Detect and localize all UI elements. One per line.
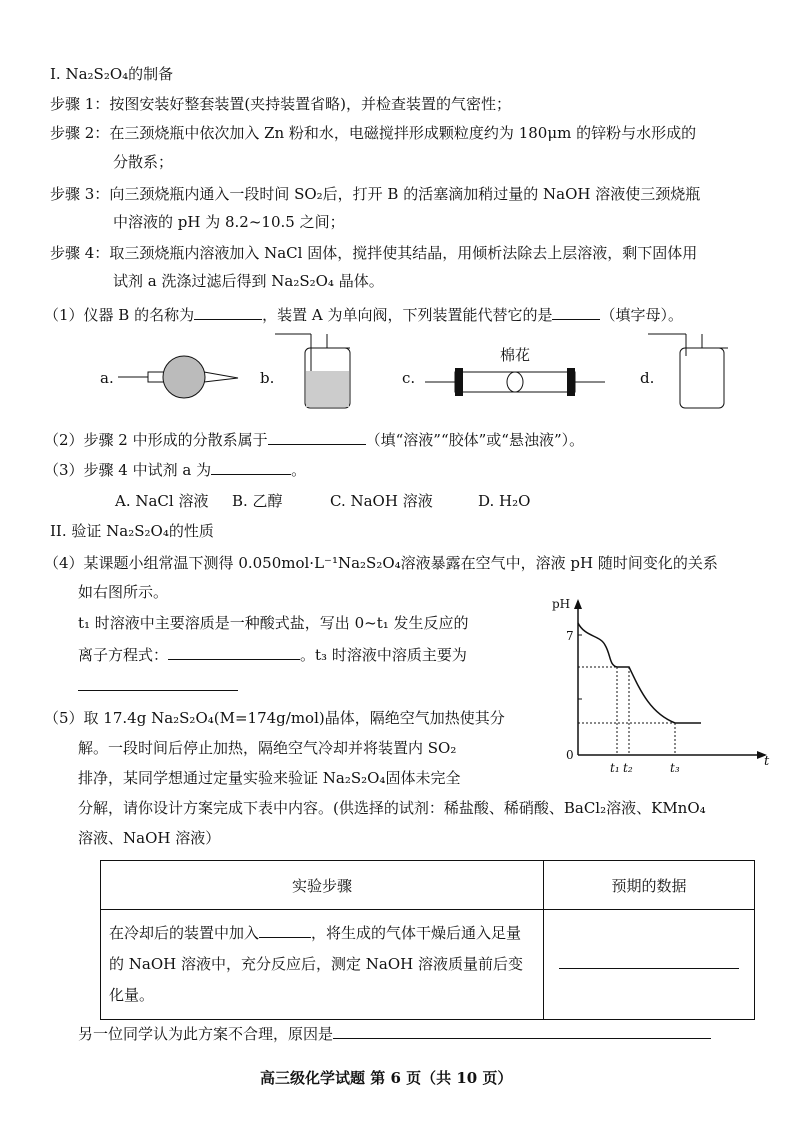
step-text: 在三颈烧瓶中依次加入 Zn 粉和水，电磁搅拌形成颗粒度约为 180μm 的锌粉与水形成的 bbox=[109, 124, 697, 142]
graph-y-label: pH bbox=[552, 597, 571, 611]
q-text: （填“溶液”“胶体”或“悬浊液”）。 bbox=[365, 431, 585, 449]
q-text: ，装置 A 为单向阀，下列装置能代替它的是 bbox=[262, 306, 553, 324]
ph-curve bbox=[578, 623, 701, 723]
q4-line-2: 如右图所示。 bbox=[78, 583, 169, 601]
ph-time-graph bbox=[545, 595, 775, 780]
step-4-cont: 试剂 a 洗涤过滤后得到 Na₂S₂O₄ 晶体。 bbox=[113, 272, 384, 290]
graph-x-label: t bbox=[764, 754, 770, 769]
graph-t2: t₂ bbox=[623, 761, 633, 775]
graph-origin: 0 bbox=[566, 748, 574, 762]
answer-blank[interactable] bbox=[78, 676, 238, 691]
reagent-blank[interactable] bbox=[259, 923, 311, 938]
option-b-label: b. bbox=[260, 369, 275, 387]
answer-blank[interactable] bbox=[333, 1024, 711, 1039]
option-a-label: a. bbox=[100, 369, 114, 387]
answer-blank[interactable] bbox=[268, 430, 366, 445]
answer-blank[interactable] bbox=[552, 305, 600, 320]
step-label: 步骤 4： bbox=[50, 244, 110, 262]
page-footer: 高三级化学试题 第 6 页（共 10 页） bbox=[260, 1069, 513, 1087]
step-label: 步骤 3： bbox=[50, 185, 110, 203]
cotton-label: 棉花 bbox=[500, 346, 531, 364]
step-3 bbox=[50, 184, 700, 204]
question-3 bbox=[44, 460, 306, 480]
step-3-cont: 中溶液的 pH 为 8.2~10.5 之间； bbox=[113, 213, 345, 231]
q-text: 。 bbox=[291, 461, 307, 479]
experiment-table bbox=[100, 860, 755, 1020]
step-1 bbox=[50, 94, 511, 114]
question-1 bbox=[44, 305, 683, 325]
answer-blank[interactable] bbox=[559, 954, 739, 969]
step-label: 步骤 2： bbox=[50, 124, 110, 142]
q5-line-5: 溶液、NaOH 溶液） bbox=[78, 829, 221, 847]
q4-blank-line[interactable] bbox=[78, 676, 238, 696]
graph-t3: t₃ bbox=[670, 761, 680, 775]
step-text: 按图安装好整套装置(夹持装置省略)，并检查装置的气密性； bbox=[109, 95, 512, 113]
choice-b: B. 乙醇 bbox=[232, 492, 283, 510]
choice-d: D. H₂O bbox=[478, 492, 531, 510]
q5-line-1: （5）取 17.4g Na₂S₂O₄(M=174g/mol)晶体，隔绝空气加热使其分 bbox=[44, 709, 505, 727]
step-2 bbox=[50, 123, 696, 143]
q-text: （3）步骤 4 中试剂 a 为 bbox=[44, 461, 212, 479]
gas-washing-bottle-b bbox=[275, 326, 365, 411]
step-text: 取三颈烧瓶内溶液加入 NaCl 固体，搅拌使其结晶，用倾析法除去上层溶液，剩下固体用 bbox=[109, 244, 698, 262]
graph-tick-7: 7 bbox=[566, 629, 574, 643]
q5-line-2: 解。一段时间后停止加热，隔绝空气冷却并将装置内 SO₂ bbox=[78, 739, 457, 757]
q4-line-4 bbox=[78, 645, 467, 665]
q-text: 离子方程式： bbox=[78, 646, 169, 664]
q5-line-4: 分解，请你设计方案完成下表中内容。(供选择的试剂：稀盐酸、稀硝酸、BaCl₂溶液、KMnO₄ bbox=[78, 799, 706, 817]
header-steps: 实验步骤 bbox=[101, 861, 544, 910]
option-c-label: c. bbox=[402, 369, 416, 387]
steps-cell bbox=[101, 910, 544, 1020]
step-label: 步骤 1： bbox=[50, 95, 110, 113]
q4-line-1: （4）某课题小组常温下测得 0.050mol·L⁻¹Na₂S₂O₄溶液暴露在空气中，溶液 pH 随时间变化的关系 bbox=[44, 554, 718, 572]
cell-text: 在冷却后的装置中加入 bbox=[109, 924, 260, 942]
q-text: 。t₃ 时溶液中溶质主要为 bbox=[300, 646, 467, 664]
q5-line-3: 排净，某同学想通过定量实验来验证 Na₂S₂O₄固体未完全 bbox=[78, 769, 461, 787]
section-2-title: II. 验证 Na₂S₂O₄的性质 bbox=[50, 522, 214, 540]
step-text: 向三颈烧瓶内通入一段时间 SO₂后，打开 B 的活塞滴加稍过量的 NaOH 溶液使三颈烧瓶 bbox=[109, 185, 701, 203]
drying-tube-c bbox=[425, 362, 605, 402]
step-2-cont: 分散系； bbox=[113, 153, 174, 171]
graph-t1: t₁ bbox=[610, 761, 620, 775]
header-expected-data: 预期的数据 bbox=[544, 861, 755, 910]
choice-a: A. NaCl 溶液 bbox=[115, 492, 209, 510]
last-line bbox=[78, 1024, 711, 1044]
section-1-title: I. Na₂S₂O₄的制备 bbox=[50, 65, 174, 83]
cell-text: ，将生成的气体干燥后通入足量的 NaOH 溶液中，充分反应后，测定 NaOH 溶液质量前后变化量。 bbox=[109, 924, 523, 1004]
step-4 bbox=[50, 243, 697, 263]
q-text: （填字母）。 bbox=[600, 306, 683, 324]
expected-data-cell[interactable] bbox=[544, 910, 755, 1020]
answer-blank[interactable] bbox=[168, 645, 300, 660]
answer-blank[interactable] bbox=[194, 305, 262, 320]
check-valve-apparatus-a bbox=[118, 350, 248, 405]
question-2 bbox=[44, 430, 584, 450]
option-d-label: d. bbox=[640, 369, 655, 387]
empty-bottle-d bbox=[648, 326, 738, 411]
q-text: （1）仪器 B 的名称为 bbox=[44, 306, 195, 324]
answer-blank[interactable] bbox=[211, 460, 291, 475]
q-text: 另一位同学认为此方案不合理，原因是 bbox=[78, 1025, 334, 1043]
q-text: （2）步骤 2 中形成的分散系属于 bbox=[44, 431, 268, 449]
q4-line-3: t₁ 时溶液中主要溶质是一种酸式盐，写出 0~t₁ 发生反应的 bbox=[78, 614, 469, 632]
choice-c: C. NaOH 溶液 bbox=[330, 492, 433, 510]
